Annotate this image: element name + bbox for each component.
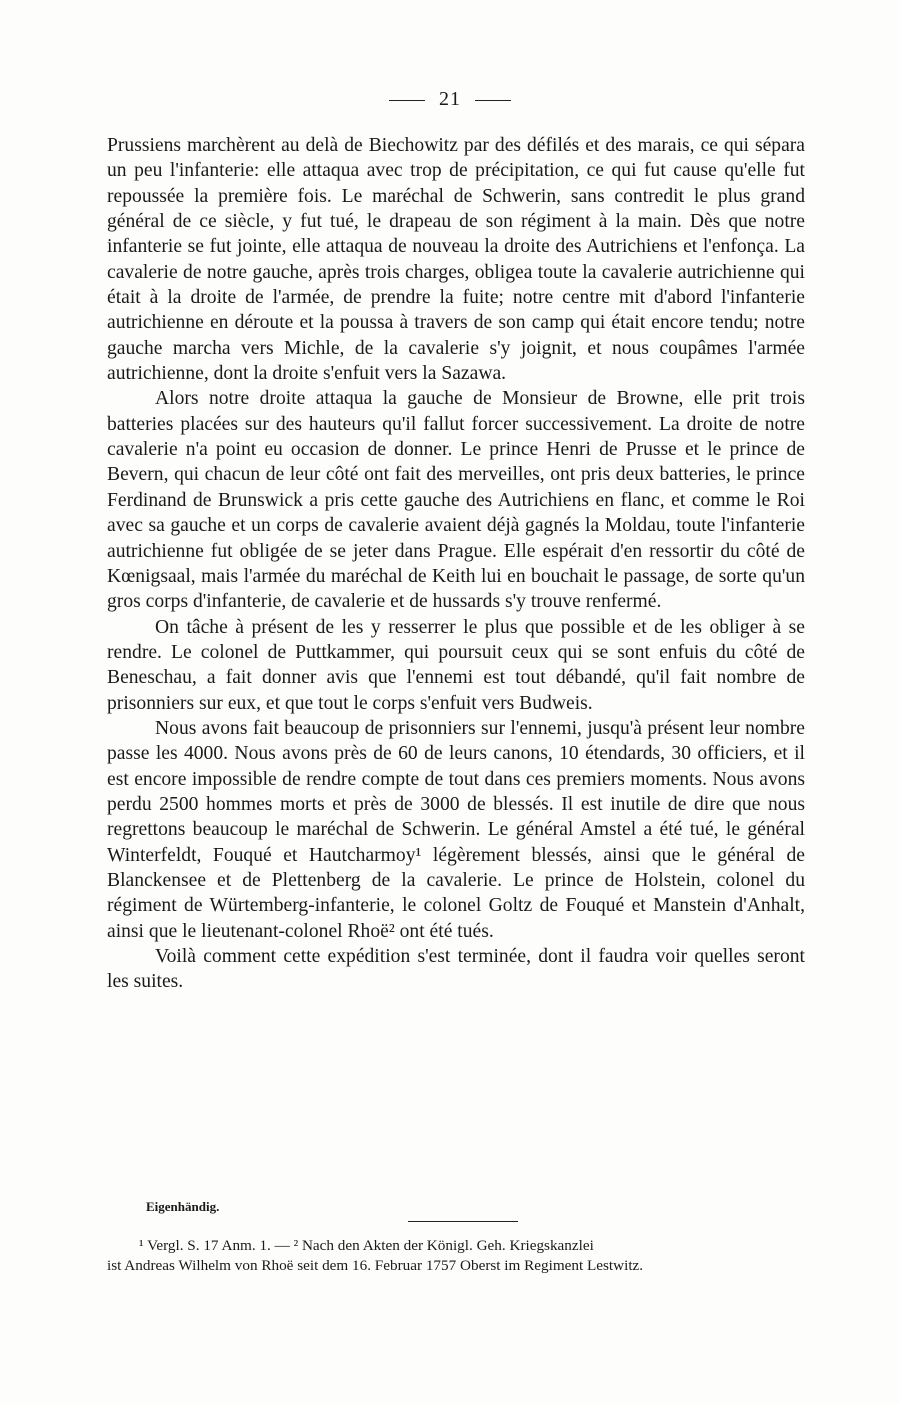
footnote-line-1: ¹ Vergl. S. 17 Anm. 1. — ² Nach den Akten der Königl. Geh. Kriegskanzlei [139, 1237, 594, 1254]
paragraph-3: On tâche à présent de les y resserrer le plus que possible et de les obliger à se rendre. Le colonel de Puttkammer, qui poursuit ceux qui se sont enfuis du côté de Beneschau, a fait donner avis que l'ennemi est tout débandé, qu'il fait nombre de prisonniers sur eux, et que tout le corps s'enfuit vers Budweis. [107, 616, 805, 714]
footnotes [107, 1236, 805, 1276]
paragraph-2: Alors notre droite attaqua la gauche de Monsieur de Browne, elle prit trois batteries placées sur des hauteurs qu'il fallut forcer successivement. La droite de notre cavalerie n'a point eu occasion de donner. Le prince Henri de Prusse et le prince de Bevern, qui chacun de leur côté ont fait des merveilles, ont pris deux batteries, le prince Ferdinand de Brunswick a pris cette gauche des Autrichiens en flanc, et comme le Roi avec sa gauche et un corps de cavalerie avaient déjà gagnés la Moldau, toute l'infanterie autrichienne fut obligée de se jeter dans Prague. Elle espérait d'en ressortir du côté de Kœnigsaal, mais l'armée du maréchal de Keith lui en bouchait le passage, de sorte qu'un gros corps d'infanterie, de cavalerie et de hussards s'y trouve renfermé. [107, 388, 805, 613]
body-text [107, 133, 805, 995]
page-number: 21 [439, 88, 461, 110]
paragraph-5: Voilà comment cette expédition s'est terminée, dont il faudra voir quelles seront les suites. [107, 946, 805, 993]
header-rule-left [389, 100, 425, 101]
paragraph-1: Prussiens marchèrent au delà de Biechowitz par des défilés et des marais, ce qui sépara un peu l'infanterie: elle attaqua avec trop de précipitation, ce qui fut cause qu'elle fut repoussée la première fois. Le maréchal de Schwerin, sans contredit le plus grand général de ce siècle, y fut tué, le drapeau de son régiment à la main. Dès que notre infanterie se fut jointe, elle attaqua de nouveau la droite des Autrichiens et l'enfonça. La cavalerie de notre gauche, après trois charges, obligea toute la cavalerie autrichienne qui était à la droite de l'armée, de prendre la fuite; notre centre mit d'abord l'infanterie autrichienne en déroute et la poussa à travers de son camp qui était encore tendu; notre gauche marcha vers Michle, de la cavalerie s'y joignit, et nous coupâmes l'armée autrichienne, dont la droite s'enfuit vers la Sazawa. [107, 135, 805, 385]
footnote-line-2: ist Andreas Wilhelm von Rhoë seit dem 16. Februar 1757 Oberst im Regiment Lestwitz. [107, 1257, 644, 1274]
footnote-rule [408, 1221, 518, 1222]
header-rule-right [475, 100, 511, 101]
signature-note: Eigenhändig. [146, 1199, 220, 1214]
paragraph-4: Nous avons fait beaucoup de prisonniers sur l'ennemi, jusqu'à présent leur nombre passe les 4000. Nous avons près de 60 de leurs canons, 10 étendards, 30 officiers, et il est encore impossible de rendre compte de tout dans ces premiers moments. Nous avons perdu 2500 hommes morts et près de 3000 de blessés. Il est inutile de dire que nous regrettons beaucoup le maréchal de Schwerin. Le général Amstel a été tué, le général Winterfeldt, Fouqué et Hautcharmoy¹ légèrement blessés, ainsi que le général de Blanckensee et de Plettenberg de la cavalerie. Le prince de Holstein, colonel du régiment de Würtemberg-infanterie, le colonel Goltz de Fouqué et Manstein d'Anhalt, ainsi que le lieutenant-colonel Rhoë² ont été tués. [107, 717, 805, 942]
page-header [0, 88, 900, 111]
